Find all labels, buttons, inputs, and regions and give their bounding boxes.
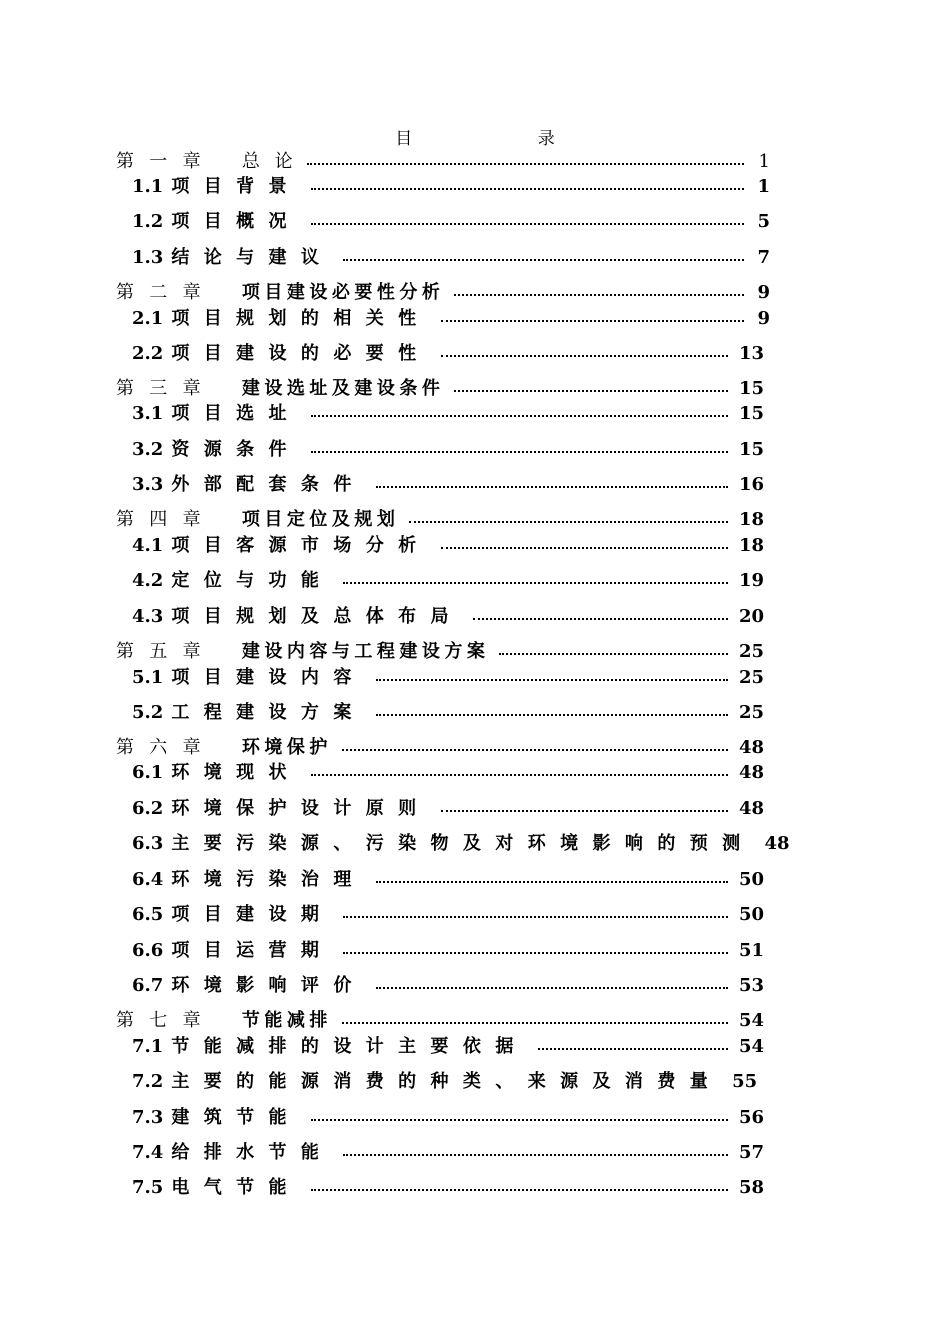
page-number: 58 xyxy=(738,1177,764,1198)
dot-leader xyxy=(409,521,728,523)
toc-entry-label xyxy=(132,939,333,963)
page-number: 25 xyxy=(738,667,764,688)
section-title: 项目选址 xyxy=(171,403,301,424)
page-number: 15 xyxy=(738,403,764,424)
page-number: 5 xyxy=(757,211,770,232)
section-number: 5.1 xyxy=(132,667,164,688)
section-title: 建筑节能 xyxy=(171,1107,301,1128)
page-number: 1 xyxy=(758,151,770,172)
toc-entry-label xyxy=(132,1176,301,1200)
page-number: 15 xyxy=(738,439,764,460)
toc-section-row[interactable] xyxy=(0,761,950,785)
section-number: 7.5 xyxy=(132,1177,164,1198)
page-number: 19 xyxy=(738,570,764,591)
toc-entry-label xyxy=(132,473,366,497)
toc-entry-label xyxy=(132,307,431,331)
chapter-title: 建设选址及建设条件 xyxy=(241,378,445,399)
chapter-title: 项目建设必要性分析 xyxy=(241,282,445,303)
dot-leader xyxy=(343,582,728,584)
section-number: 5.2 xyxy=(132,702,164,723)
page-number: 15 xyxy=(738,378,764,399)
section-number: 7.3 xyxy=(132,1107,164,1128)
section-number: 6.4 xyxy=(132,869,164,890)
dot-leader xyxy=(454,294,744,296)
toc-chapter-row[interactable] xyxy=(0,377,950,401)
toc-section-row[interactable] xyxy=(0,1106,950,1130)
page-number: 18 xyxy=(738,509,764,530)
toc-entry-label xyxy=(132,1106,301,1130)
page-number: 20 xyxy=(738,606,764,627)
toc-section-row[interactable] xyxy=(0,175,950,199)
section-number: 3.2 xyxy=(132,439,164,460)
dot-leader xyxy=(441,547,728,549)
toc-entry-label xyxy=(132,868,366,892)
section-title: 项目背景 xyxy=(171,176,301,197)
chapter-number: 第五章 xyxy=(116,641,216,662)
toc-entry-label xyxy=(116,150,297,174)
toc-entry-label xyxy=(132,903,333,927)
toc-chapter-row[interactable] xyxy=(0,640,950,664)
dot-leader xyxy=(307,163,744,165)
toc-entry-label xyxy=(132,761,301,785)
dot-leader xyxy=(499,653,728,655)
section-number: 4.1 xyxy=(132,535,164,556)
toc-entry-label xyxy=(132,438,301,462)
chapter-number: 第四章 xyxy=(116,509,216,530)
section-title: 资源条件 xyxy=(171,439,301,460)
section-title: 项目客源市场分析 xyxy=(171,535,431,556)
toc-entry-label xyxy=(132,1141,333,1165)
section-title: 主要的能源消费的种类、来源及消费量 xyxy=(171,1071,723,1092)
toc-entry-label xyxy=(132,974,366,998)
toc-chapter-row[interactable] xyxy=(0,1009,950,1033)
section-number: 6.2 xyxy=(132,798,164,819)
dot-leader xyxy=(441,810,728,812)
page-number: 50 xyxy=(738,904,764,925)
section-title: 项目建设内容 xyxy=(171,667,366,688)
toc-section-row[interactable] xyxy=(0,342,950,366)
section-title: 主要污染源、污染物及对环境影响的预测 xyxy=(171,833,755,854)
page-number: 48 xyxy=(738,762,764,783)
section-title: 节能减排的设计主要依据 xyxy=(171,1036,528,1057)
toc-entry-label xyxy=(132,605,463,629)
section-number: 1.2 xyxy=(132,211,164,232)
dot-leader xyxy=(376,486,728,488)
section-number: 6.5 xyxy=(132,904,164,925)
section-title: 定位与功能 xyxy=(171,570,334,591)
toc-section-row[interactable] xyxy=(0,534,950,558)
section-number: 1.3 xyxy=(132,247,164,268)
section-title: 项目概况 xyxy=(171,211,301,232)
page-number: 25 xyxy=(738,641,764,662)
toc-section-row[interactable] xyxy=(0,797,950,821)
dot-leader xyxy=(343,259,744,261)
page-number: 55 xyxy=(732,1071,758,1092)
page-number: 56 xyxy=(738,1107,764,1128)
chapter-number: 第三章 xyxy=(116,378,216,399)
dot-leader xyxy=(376,881,728,883)
section-number: 2.1 xyxy=(132,308,164,329)
page-number: 18 xyxy=(738,535,764,556)
toc-section-row[interactable] xyxy=(0,473,950,497)
page-number: 48 xyxy=(738,737,764,758)
toc-section-row[interactable] xyxy=(0,210,950,234)
chapter-number: 第二章 xyxy=(116,282,216,303)
section-number: 4.2 xyxy=(132,570,164,591)
chapter-title: 总 论 xyxy=(241,151,298,172)
toc-chapter-row[interactable] xyxy=(0,281,950,305)
section-title: 项目建设期 xyxy=(171,904,334,925)
toc-section-row[interactable] xyxy=(0,832,950,856)
toc-title: 目 录 xyxy=(395,129,615,149)
section-title: 环境污染治理 xyxy=(171,869,366,890)
section-title: 项目运营期 xyxy=(171,940,334,961)
toc-entry-label xyxy=(132,175,301,199)
section-number: 1.1 xyxy=(132,176,164,197)
section-number: 6.7 xyxy=(132,975,164,996)
page-number: 48 xyxy=(764,833,790,854)
section-number: 7.4 xyxy=(132,1142,164,1163)
toc-section-row[interactable] xyxy=(0,939,950,963)
section-title: 环境影响评价 xyxy=(171,975,366,996)
toc-entry-label xyxy=(132,701,366,725)
dot-leader xyxy=(343,952,728,954)
toc-section-row[interactable] xyxy=(0,307,950,331)
toc-section-row[interactable] xyxy=(0,974,950,998)
toc-entry-label xyxy=(132,569,333,593)
toc-section-row[interactable] xyxy=(0,605,950,629)
dot-leader xyxy=(342,749,728,751)
chapter-number: 第六章 xyxy=(116,737,216,758)
chapter-title: 建设内容与工程建设方案 xyxy=(241,641,490,662)
toc-entry-label xyxy=(132,534,431,558)
section-number: 6.1 xyxy=(132,762,164,783)
section-number: 6.3 xyxy=(132,833,164,854)
chapter-title: 项目定位及规划 xyxy=(241,509,400,530)
chapter-number: 第一章 xyxy=(116,151,216,172)
toc-entry-label xyxy=(116,1009,332,1033)
section-title: 环境保护设计原则 xyxy=(171,798,431,819)
page-number: 51 xyxy=(738,940,764,961)
section-title: 项目规划的相关性 xyxy=(171,308,431,329)
page-number: 53 xyxy=(738,975,764,996)
toc-section-row[interactable] xyxy=(0,402,950,426)
dot-leader xyxy=(311,451,728,453)
dot-leader xyxy=(343,916,728,918)
toc-entry-label xyxy=(116,281,444,305)
dot-leader xyxy=(441,355,728,357)
page-number: 16 xyxy=(738,474,764,495)
toc-section-row[interactable] xyxy=(0,246,950,270)
toc-section-row[interactable] xyxy=(0,868,950,892)
page-number: 57 xyxy=(738,1142,764,1163)
toc-section-row[interactable] xyxy=(0,1141,950,1165)
toc-section-row[interactable] xyxy=(0,1035,950,1059)
dot-leader xyxy=(311,1119,728,1121)
toc-chapter-row[interactable] xyxy=(0,508,950,532)
section-title: 工程建设方案 xyxy=(171,702,366,723)
section-title: 项目规划及总体布局 xyxy=(171,606,463,627)
dot-leader xyxy=(342,1022,728,1024)
page-number: 54 xyxy=(738,1036,764,1057)
section-title: 项目建设的必要性 xyxy=(171,343,431,364)
toc-section-row[interactable] xyxy=(0,1070,950,1094)
dot-leader xyxy=(473,618,728,620)
dot-leader xyxy=(441,320,744,322)
dot-leader xyxy=(311,774,728,776)
toc-entry-label xyxy=(132,402,301,426)
dot-leader xyxy=(311,188,744,190)
toc-section-row[interactable] xyxy=(0,569,950,593)
section-number: 3.3 xyxy=(132,474,164,495)
toc-section-row[interactable] xyxy=(0,701,950,725)
page-number: 9 xyxy=(757,308,770,329)
section-number: 4.3 xyxy=(132,606,164,627)
section-title: 环境现状 xyxy=(171,762,301,783)
page-number: 9 xyxy=(757,282,770,303)
page-number: 54 xyxy=(738,1010,764,1031)
toc-entry-label xyxy=(132,342,431,366)
page-number: 48 xyxy=(738,798,764,819)
toc-section-row[interactable] xyxy=(0,1176,950,1200)
dot-leader xyxy=(376,714,728,716)
chapter-title: 节能减排 xyxy=(241,1010,332,1031)
dot-leader xyxy=(343,1154,728,1156)
toc-section-row[interactable] xyxy=(0,438,950,462)
page-number: 50 xyxy=(738,869,764,890)
toc-entry-label xyxy=(116,736,332,760)
section-number: 7.2 xyxy=(132,1071,164,1092)
toc-entry-label xyxy=(132,666,366,690)
toc-section-row[interactable] xyxy=(0,666,950,690)
dot-leader xyxy=(454,390,728,392)
section-title: 电气节能 xyxy=(171,1177,301,1198)
section-title: 外部配套条件 xyxy=(171,474,366,495)
dot-leader xyxy=(311,415,728,417)
section-number: 2.2 xyxy=(132,343,164,364)
section-number: 6.6 xyxy=(132,940,164,961)
page-number: 25 xyxy=(738,702,764,723)
toc-section-row[interactable] xyxy=(0,903,950,927)
dot-leader xyxy=(376,679,728,681)
toc-entry-label xyxy=(132,832,755,856)
section-title: 给排水节能 xyxy=(171,1142,334,1163)
toc-entry-label xyxy=(116,508,399,532)
toc-chapter-row[interactable] xyxy=(0,150,950,174)
chapter-title: 环境保护 xyxy=(241,737,332,758)
dot-leader xyxy=(538,1048,728,1050)
toc-chapter-row[interactable] xyxy=(0,736,950,760)
toc-entry-label xyxy=(132,246,333,270)
section-number: 3.1 xyxy=(132,403,164,424)
toc-entry-label xyxy=(116,640,489,664)
toc-entry-label xyxy=(116,377,444,401)
section-number: 7.1 xyxy=(132,1036,164,1057)
toc-entry-label xyxy=(132,210,301,234)
toc-entry-label xyxy=(132,1070,722,1094)
toc-entry-label xyxy=(132,1035,528,1059)
dot-leader xyxy=(311,223,744,225)
page-number: 13 xyxy=(738,343,764,364)
section-title: 结论与建议 xyxy=(171,247,334,268)
page-number: 1 xyxy=(757,176,770,197)
chapter-number: 第七章 xyxy=(116,1010,216,1031)
dot-leader xyxy=(311,1189,728,1191)
dot-leader xyxy=(376,987,728,989)
page-number: 7 xyxy=(757,247,770,268)
toc-entry-label xyxy=(132,797,431,821)
